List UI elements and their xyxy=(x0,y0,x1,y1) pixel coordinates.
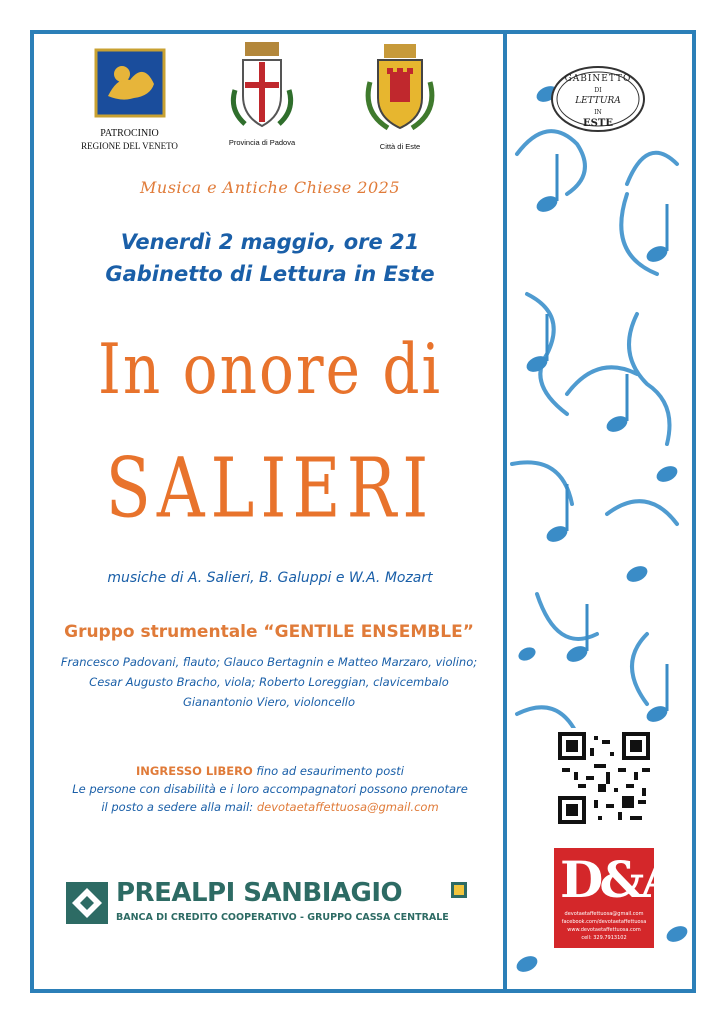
event-date-venue xyxy=(40,226,500,290)
este-crest-icon xyxy=(362,42,438,136)
da-logo-mark: D&A xyxy=(560,850,676,909)
booking-email-link[interactable]: devotaetaffettuosa@gmail.com xyxy=(256,800,439,814)
booking-line: il posto a sedere alla mail: xyxy=(101,800,257,814)
free-entry-rest: fino ad esaurimento posti xyxy=(252,764,404,778)
accessibility-line: Le persone con disabilità e i loro accompagnatori possono prenotare xyxy=(72,782,468,796)
da-contact-info xyxy=(556,910,652,942)
stamp-line3: LETTURA xyxy=(575,96,621,106)
da-email: devotaetaffettuosa@gmail.com xyxy=(564,911,644,917)
da-facebook: facebook.com/devotaetaffettuosa xyxy=(561,919,647,925)
bank-square-icon xyxy=(451,882,467,898)
veneto-caption-1: PATROCINIO xyxy=(100,128,159,139)
stamp-line2: DI xyxy=(594,87,602,94)
stamp-line4: IN xyxy=(594,109,602,116)
este-logo xyxy=(350,42,450,151)
bank-subtitle: BANCA DI CREDITO COOPERATIVO - GRUPPO CASSA CENTRALE xyxy=(116,912,449,923)
veneto-logo xyxy=(72,48,187,152)
devota-affettuosa-card xyxy=(554,848,676,948)
padova-crest-icon xyxy=(227,40,297,132)
composers-line: musiche di A. Salieri, B. Galuppi e W.A. Mozart xyxy=(107,570,433,586)
free-entry-label: INGRESSO LIBERO xyxy=(136,764,253,778)
members-line-1: Francesco Padovani, flauto; Glauco Bertagnin e Matteo Marzaro, violino; xyxy=(60,655,478,669)
da-phone: cell: 329.7913102 xyxy=(581,935,627,941)
veneto-caption-2: REGIONE DEL VENETO xyxy=(81,141,178,151)
event-date: Venerdì 2 maggio, ore 21 xyxy=(120,230,420,254)
stamp-line5: ESTE xyxy=(583,118,613,129)
bank-sponsor-logo xyxy=(66,880,466,930)
padova-logo xyxy=(212,40,312,147)
music-notes-icon xyxy=(507,34,692,989)
members-line-2: Cesar Augusto Bracho, viola; Roberto Loreggian, clavicembalo xyxy=(89,675,449,689)
padova-caption: Provincia di Padova xyxy=(228,138,296,147)
stamp-line1: GABINETTO xyxy=(564,74,632,84)
title-line-2: SALIERI xyxy=(105,440,435,537)
da-website: www.devotaetaffettuosa.com xyxy=(567,927,641,933)
event-venue: Gabinetto di Lettura in Este xyxy=(105,262,435,286)
gabinetto-stamp xyxy=(549,64,647,134)
lion-of-venice-icon xyxy=(94,48,166,118)
entry-info xyxy=(40,762,500,816)
title-line-1: In onore di xyxy=(97,328,443,410)
ensemble-name: Gruppo strumentale “GENTILE ENSEMBLE” xyxy=(64,622,474,642)
members-line-3: Gianantonio Viero, violoncello xyxy=(182,695,356,709)
este-caption: Città di Este xyxy=(379,142,421,151)
festival-name: Musica e Antiche Chiese 2025 xyxy=(140,178,400,197)
bank-mark-icon xyxy=(66,882,108,924)
bank-name: PREALPI SANBIAGIO xyxy=(116,878,403,908)
qr-code[interactable] xyxy=(554,728,654,828)
ensemble-members xyxy=(38,652,500,712)
music-notes-pattern xyxy=(507,34,692,989)
qr-code-icon xyxy=(554,728,654,828)
